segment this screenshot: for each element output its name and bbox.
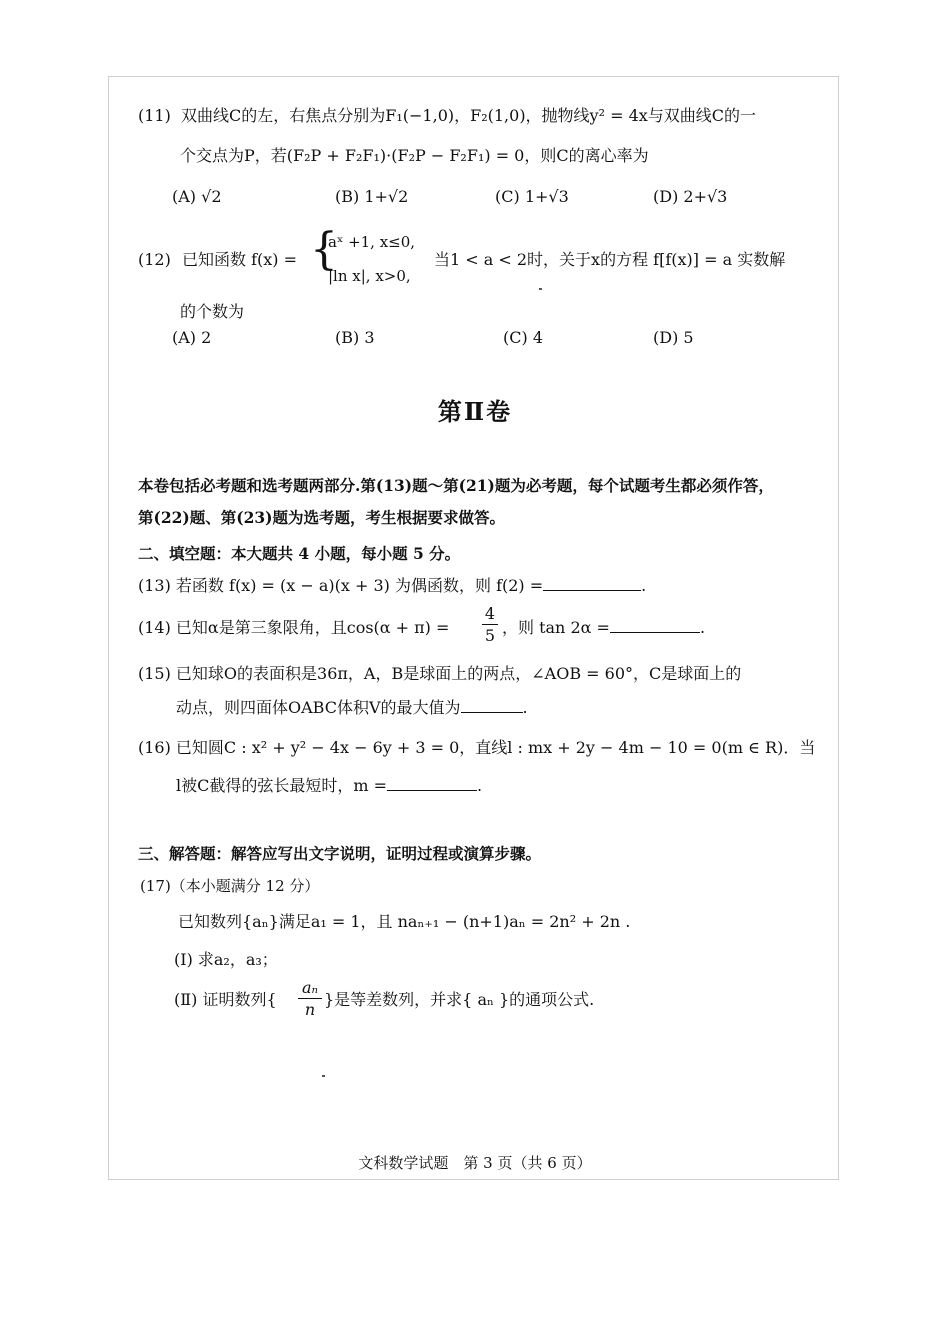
q14-fraction: [482, 604, 498, 645]
q16-blank: [387, 776, 477, 791]
q11-line1: [138, 106, 756, 126]
intro-line2: 第(22)题、第(23)题为选考题，考生根据要求做答。: [138, 508, 505, 527]
q13-line: [138, 576, 646, 596]
piecewise-brace: {: [310, 224, 338, 275]
q12-line2: 的个数为: [180, 302, 245, 321]
q12-option-d: (D) 5: [653, 328, 694, 347]
q13-end: .: [641, 576, 647, 595]
page-footer: 文科数学试题 第 3 页（共 6 页）: [358, 1154, 592, 1172]
scan-speck: [322, 1075, 325, 1077]
q17-frac-denominator: n: [304, 1000, 316, 1019]
q11-number: (11): [138, 106, 171, 125]
q15-line1: (15) 已知球O的表面积是36π，A，B是球面上的两点，∠AOB = 60°，C是球面上的: [138, 664, 742, 683]
q14-end: .: [699, 618, 706, 637]
q14-post: ，则 tan 2α =: [502, 618, 610, 637]
q11-text1: 双曲线C的左，右焦点分别为F₁(−1,0)，F₂(1,0)，抛物线y² = 4x与双曲线C的一: [181, 106, 757, 125]
q17-frac-numerator: aₙ: [301, 978, 319, 997]
q17-head: (17)（本小题满分 12 分）: [140, 877, 320, 895]
q16-line1: (16) 已知圆C : x² + y² − 4x − 6y + 3 = 0，直线l : mx + 2y − 4m − 10 = 0(m ∈ R)．当: [138, 738, 816, 757]
q14-numerator: 4: [484, 604, 496, 623]
q12-suffix: 当1 < a < 2时，关于x的方程 f[f(x)] = a 实数解: [434, 250, 786, 269]
scan-speck: [539, 288, 542, 290]
fraction-bar: [482, 624, 498, 625]
q17-part2-pre: (Ⅱ) 证明数列{: [174, 990, 277, 1009]
q12-option-c: (C) 4: [503, 328, 543, 347]
q16-end: .: [477, 776, 483, 795]
q13-text: (13) 若函数 f(x) = (x − a)(x + 3) 为偶函数，则 f(2) =: [138, 576, 544, 595]
fraction-bar: [298, 998, 322, 999]
q15-end: .: [522, 698, 528, 717]
q14-denominator: 5: [484, 626, 496, 645]
q17-part2-post: }是等差数列，并求{ aₙ }的通项公式.: [324, 990, 595, 1009]
q15-line2: [176, 698, 528, 718]
q12-case1: aˣ +1, x≤0,: [328, 233, 416, 251]
q17-part1: (Ⅰ) 求a₂，a₃；: [174, 950, 278, 969]
q12-case2: |ln x|, x>0,: [328, 267, 411, 285]
q14-blank: [610, 618, 700, 633]
intro-line1: 本卷包括必考题和选考题两部分.第(13)题～第(21)题为必考题，每个试题考生都必须作答，: [138, 476, 774, 495]
q16-line2: [176, 776, 482, 796]
q16-text2: l被C截得的弦长最短时，m =: [176, 776, 388, 795]
part2-header: 二、填空题：本大题共 4 小题，每小题 5 分。: [138, 544, 461, 563]
q17-given: 已知数列{aₙ}满足a₁ = 1，且 naₙ₊₁ − (n+1)aₙ = 2n² + 2n .: [178, 912, 631, 931]
part3-header: 三、解答题：解答应写出文字说明，证明过程或演算步骤。: [138, 844, 542, 863]
section-title: 第Ⅱ卷: [437, 397, 513, 426]
q15-text2: 动点，则四面体OABC体积V的最大值为: [176, 698, 461, 717]
q14-post-line: [502, 618, 705, 638]
q12-option-b: (B) 3: [335, 328, 375, 347]
q11-option-b: (B) 1+√2: [335, 187, 409, 206]
q17-fraction: [298, 978, 322, 1019]
q12-prefix: 已知函数 f(x) =: [182, 250, 298, 269]
q13-blank: [543, 576, 641, 591]
q11-option-c: (C) 1+√3: [495, 187, 569, 206]
q12-option-a: (A) 2: [172, 328, 212, 347]
q11-option-a: (A) √2: [172, 187, 222, 206]
q11-option-d: (D) 2+√3: [653, 187, 728, 206]
q11-line2: 个交点为P，若(F₂P + F₂F₁)·(F₂P − F₂F₁) = 0，则C的离心率为: [180, 146, 649, 165]
q15-blank: [461, 698, 523, 713]
q12-number: (12): [138, 250, 171, 269]
q14-pre: (14) 已知α是第三象限角，且cos(α + π) =: [138, 618, 450, 637]
